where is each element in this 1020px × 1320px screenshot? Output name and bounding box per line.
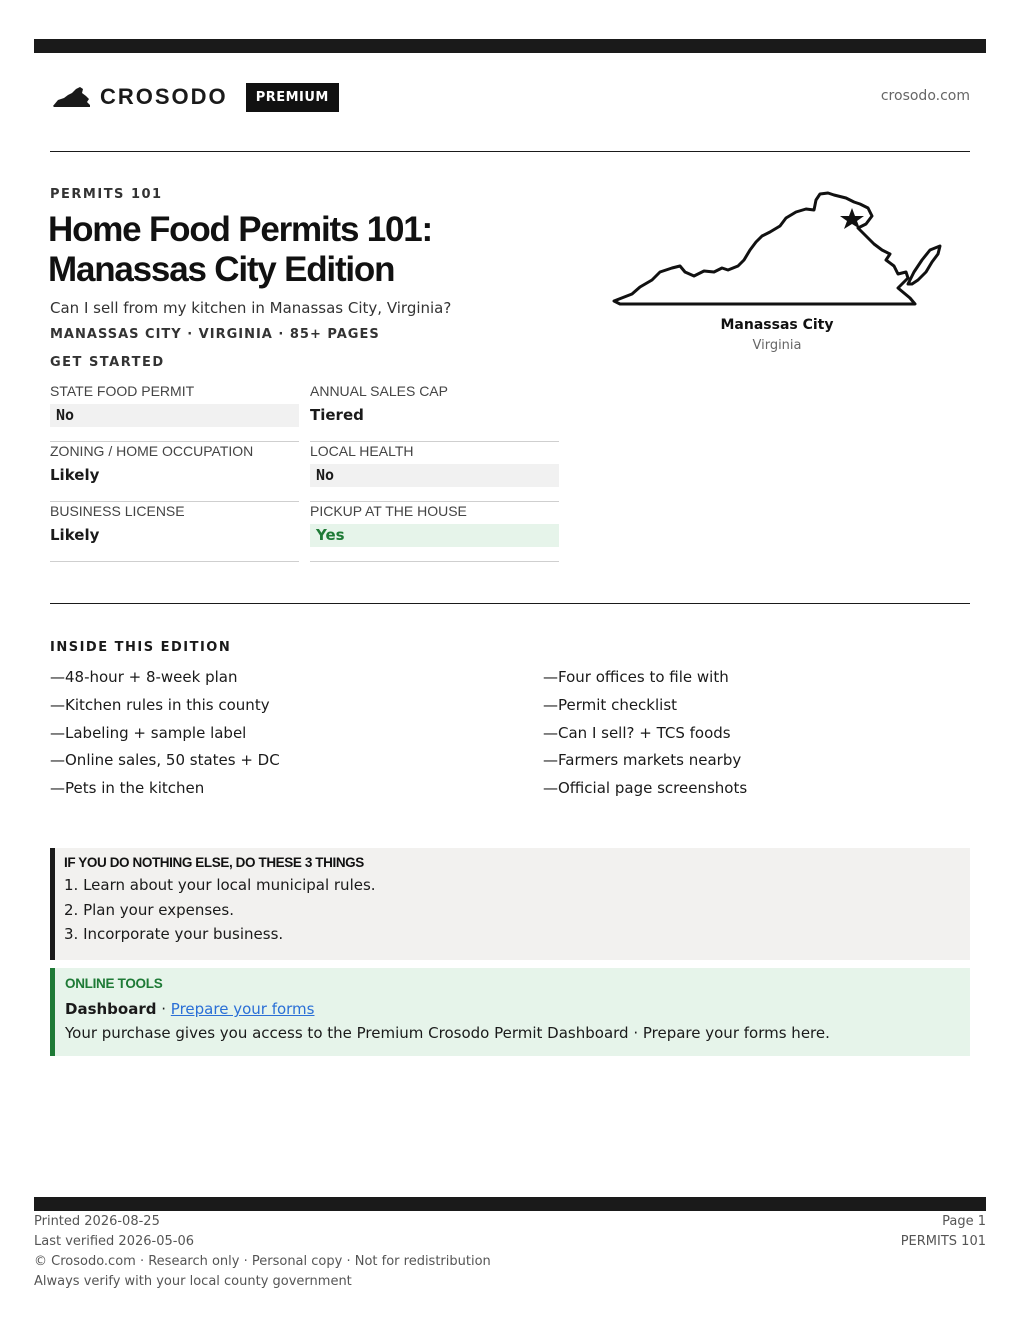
online-tools-panel [50, 968, 970, 1056]
list-item: —Official page screenshots [543, 779, 748, 797]
tools-heading: ONLINE TOOLS [65, 976, 163, 991]
header-divider [50, 151, 970, 152]
get-started-heading: GET STARTED [50, 355, 165, 370]
page-title [48, 210, 588, 290]
fact-label: ANNUAL SALES CAP [310, 383, 448, 399]
footer-section: PERMITS 101 [900, 1234, 986, 1249]
state-map [610, 188, 945, 308]
page-number: Page 1 [942, 1214, 986, 1229]
contents-list-left [50, 664, 280, 803]
section-kicker: PERMITS 101 [50, 187, 163, 202]
list-item: —Farmers markets nearby [543, 751, 742, 770]
verify-disclaimer: Always verify with your local county government [34, 1274, 352, 1289]
list-item: —Labeling + sample label [50, 723, 247, 742]
inside-edition-heading: INSIDE THIS EDITION [50, 640, 232, 655]
fact-pickup-at-house [310, 502, 559, 562]
list-item: —Online sales, 50 states + DC [50, 751, 280, 770]
title-line-1: Home Food Permits 101: [48, 210, 432, 249]
list-item: 3. Incorporate your business. [64, 925, 284, 943]
list-item: 2. Plan your expenses. [64, 900, 234, 919]
fact-value: Yes [310, 524, 559, 547]
fact-annual-sales-cap [310, 382, 559, 442]
fact-value: Likely [50, 466, 100, 484]
fact-value: No [310, 464, 559, 487]
tools-links-line [65, 997, 970, 1021]
map-state-label: Virginia [752, 338, 802, 353]
prepare-forms-link[interactable]: Prepare your forms [170, 1000, 315, 1018]
edition-meta: MANASSAS CITY · VIRGINIA · 85+ PAGES [50, 327, 380, 342]
fact-label: PICKUP AT THE HOUSE [310, 503, 467, 519]
top-three-callout [50, 848, 970, 960]
fact-local-health [310, 442, 559, 502]
section-divider [50, 603, 970, 604]
footer-right [901, 1212, 986, 1252]
dashboard-label: Dashboard [65, 1000, 157, 1018]
list-item: —Kitchen rules in this county [50, 695, 270, 714]
page-header [50, 80, 970, 114]
printed-date: Printed 2026-08-25 [34, 1214, 160, 1229]
list-item: 1. Learn about your local municipal rules. [64, 876, 376, 894]
callout-heading: IF YOU DO NOTHING ELSE, DO THESE 3 THINGS [64, 855, 364, 870]
quick-facts-grid [50, 382, 559, 562]
contents-list-right [543, 664, 747, 803]
map-city-label: Manassas City [720, 317, 834, 333]
fact-zoning-home-occupation [50, 442, 299, 502]
fact-label: STATE FOOD PERMIT [50, 383, 195, 399]
virginia-state-map-icon [610, 188, 945, 308]
copyright-notice: © Crosodo.com · Research only · Personal copy · Not for redistribution [34, 1254, 491, 1269]
fact-state-food-permit [50, 382, 299, 442]
list-item: —Pets in the kitchen [50, 779, 205, 797]
brand[interactable] [50, 80, 339, 114]
virginia-silhouette-icon [52, 86, 92, 108]
fact-label: ZONING / HOME OCCUPATION [50, 443, 254, 459]
fact-label: LOCAL HEALTH [310, 443, 414, 459]
site-url[interactable]: crosodo.com [880, 88, 970, 104]
fact-value: Tiered [310, 406, 364, 424]
fact-value: No [50, 404, 299, 427]
brand-name: CROSODO [100, 84, 228, 109]
fact-label: BUSINESS LICENSE [50, 503, 185, 519]
page-subtitle: Can I sell from my kitchen in Manassas City, Virginia? [50, 299, 452, 317]
tools-description: Your purchase gives you access to the Premium Crosodo Permit Dashboard · Prepare your forms here. [65, 1024, 830, 1042]
footer-left [34, 1212, 491, 1292]
top-rule-bar [34, 39, 986, 53]
premium-badge: PREMIUM [246, 83, 339, 112]
callout-list [64, 873, 970, 947]
list-item: —Can I sell? + TCS foods [543, 723, 731, 742]
list-item: —Permit checklist [543, 695, 678, 714]
separator: · [156, 1000, 171, 1018]
fact-business-license [50, 502, 299, 562]
fact-value: Likely [50, 526, 100, 544]
bottom-rule-bar [34, 1197, 986, 1211]
list-item: —Four offices to file with [543, 668, 729, 686]
list-item: —48-hour + 8-week plan [50, 668, 238, 686]
title-line-2: Manassas City Edition [48, 250, 395, 289]
verified-date: Last verified 2026-05-06 [34, 1234, 194, 1249]
